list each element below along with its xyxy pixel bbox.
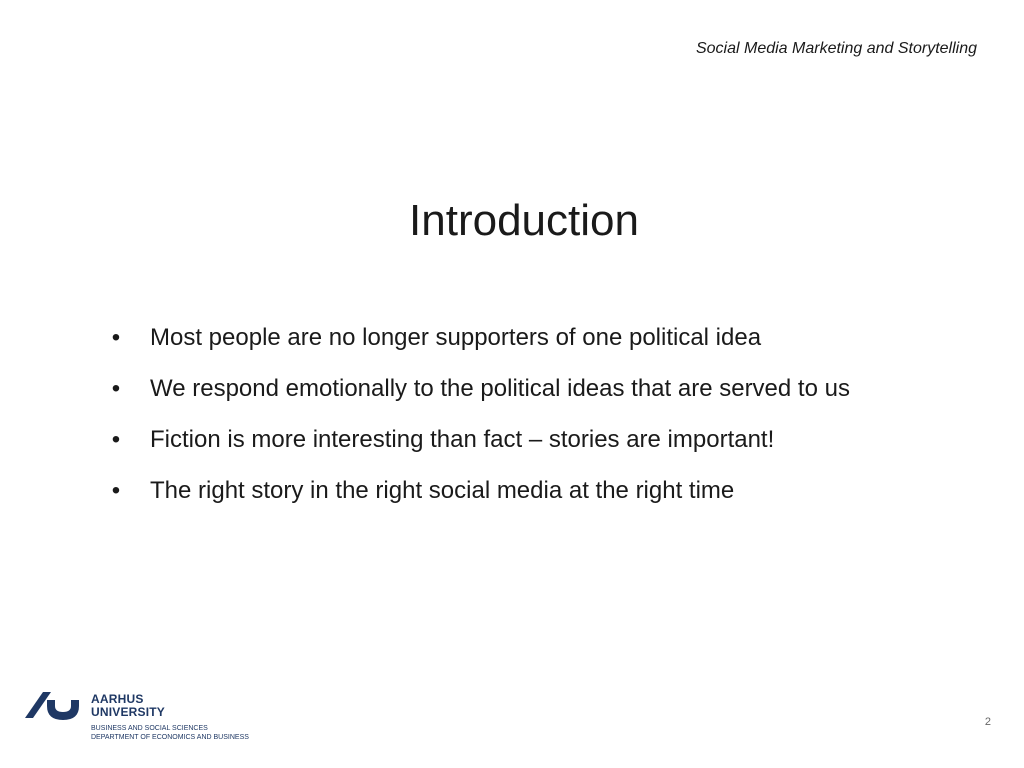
- bullet-icon: •: [111, 477, 121, 504]
- bullet-text: We respond emotionally to the political ideas that are served to us: [150, 375, 850, 402]
- logo-dept-line-1: BUSINESS AND SOCIAL SCIENCES: [91, 725, 208, 732]
- slide-title: Introduction: [409, 196, 639, 245]
- logo-university-name: [91, 693, 165, 719]
- bullet-text: Most people are no longer supporters of one political idea: [150, 324, 762, 351]
- list-item: [108, 473, 988, 524]
- bullet-icon: •: [111, 426, 121, 453]
- list-item: [108, 422, 988, 473]
- logo-department: [91, 724, 249, 742]
- list-item: [108, 320, 988, 371]
- logo-dept-line-2: DEPARTMENT OF ECONOMICS AND BUSINESS: [91, 734, 249, 741]
- university-logo: [25, 690, 265, 746]
- bullet-text: The right story in the right social media at the right time: [150, 477, 735, 504]
- page-number: 2: [984, 716, 991, 728]
- bullet-text: Fiction is more interesting than fact – stories are important!: [150, 426, 775, 453]
- bullet-icon: •: [111, 324, 121, 351]
- aarhus-university-logo-mark-icon: [25, 690, 81, 722]
- list-item: [108, 371, 988, 422]
- course-title: Social Media Marketing and Storytelling: [695, 40, 977, 57]
- logo-line-1: AARHUS: [91, 692, 144, 706]
- logo-line-2: UNIVERSITY: [91, 705, 166, 719]
- bullet-icon: •: [111, 375, 121, 402]
- bullet-list: [108, 320, 988, 524]
